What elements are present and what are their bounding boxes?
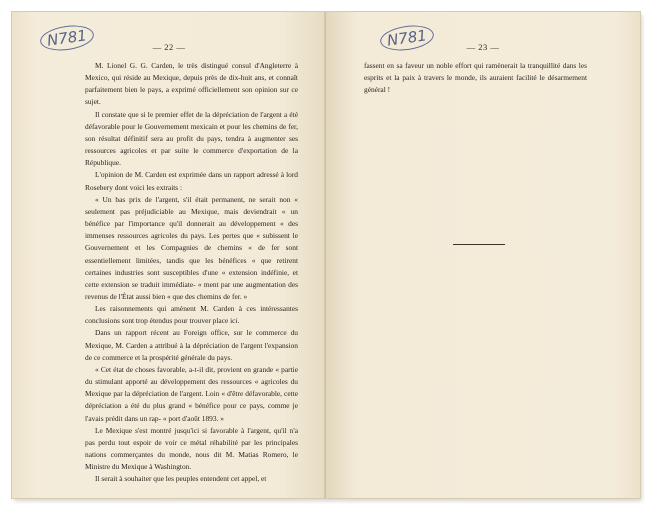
quote-paragraph: « Un bas prix de l'argent, s'il était permanent, ne serait non « seulement pas préjudiciable au Mexique, mais deviendrait « un bénéfice par l'importance qu'il donnerait au développement « des immenses ressources agricoles du pays. Les pertes que « subissent le Gouvernement et les Compagnies de chemins « de fer sont essentiellement limitées, tandis que les bénéfices « que retirent certaines industries sont susceptibles d'une « extension indéfinie, et cette extension se traduit immédiate- « ment par une augmentation des revenus de l'État aussi bien « que des chemins de fer. » [85, 194, 298, 301]
open-book [12, 12, 640, 498]
right-page-text [364, 60, 587, 96]
paragraph: Il constate que si le premier effet de la dépréciation de l'argent a été défavorable pour le Gouvernement mexicain et pour les chemins de fer, son résultat définitif sera au profit du pays, tendra à augmenter ses ressources agricoles et par suite le commerce d'exportation de la République. [85, 109, 298, 168]
right-page [326, 12, 640, 498]
paragraph: M. Lionel G. G. Carden, le très distingué consul d'Angleterre à Mexico, qui réside au Mexique, depuis près de dix-huit ans, et connaît parfaitement bien le pays, a exprimé officiellement son opinion sur ce sujet. [85, 61, 298, 107]
quote-paragraph: « Cet état de choses favorable, a-t-il dit, provient en grande « partie du stimulant apporté au développement des ressources « agricoles du Mexique par la dépréciation de l'argent. Loin « d'être défavorable, cette dépréciation a été du plus grand « bénéfice pour ce pays, comme je l'avais prédit dans un rap- « port d'août 1893. » [85, 364, 298, 423]
paragraph: Le Mexique s'est montré jusqu'ici si favorable à l'argent, qu'il n'a pas perdu tout espoir de voir ce métal réhabilité par les principales nations commerçantes du monde, nous dit M. Matias Romero, le Ministre du Mexique à Washington. [85, 425, 298, 472]
paragraph: Les raisonnements qui amènent M. Carden à ces intéressantes conclusions sont trop étendus pour trouver place ici. [85, 304, 298, 326]
stamp-right: N781 [379, 22, 436, 53]
left-page-text [85, 60, 298, 485]
section-divider [453, 244, 505, 245]
left-page [12, 12, 326, 498]
paragraph: Il serait à souhaiter que les peuples entendent cet appel, et [95, 474, 267, 484]
stamp-left: N781 [39, 22, 96, 53]
paragraph: fassent en sa faveur un noble effort qui ramènerait la tranquillité dans les esprits et la paix à travers le monde, ils auraient facilité le désarmement général ! [364, 61, 587, 95]
paragraph: Dans un rapport récent au Foreign office, sur le commerce du Mexique, M. Carden a attribué à la dépréciation de l'argent l'expansion de ce commerce et la prospérité générale du pays. [85, 328, 298, 362]
page-number-right: — 23 — [466, 42, 500, 52]
page-number-left: — 22 — [152, 42, 186, 52]
paragraph: L'opinion de M. Carden est exprimée dans un rapport adressé à lord Rosebery dont voici les extraits : [85, 170, 298, 192]
